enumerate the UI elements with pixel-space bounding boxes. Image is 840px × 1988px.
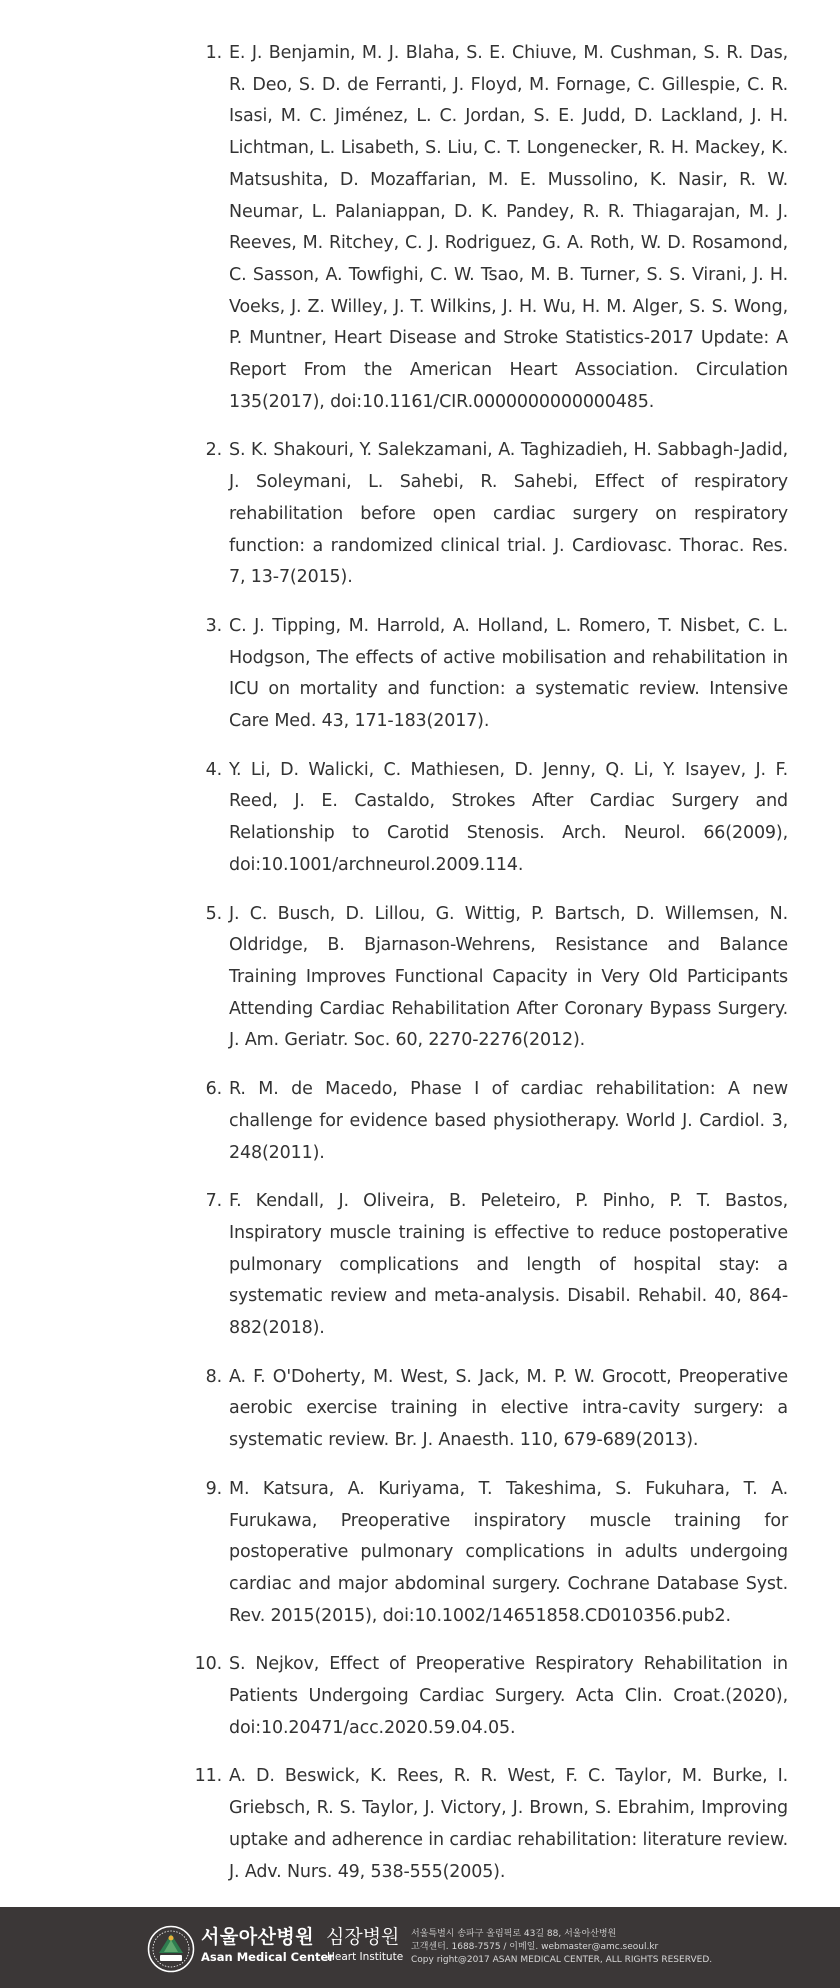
reference-item (0, 435, 840, 594)
reference-text: J. C. Busch, D. Lillou, G. Wittig, P. Bartsch, D. Willemsen, N. Oldridge, B. Bjarnason-Wehrens, Resistance and Balance Training Improves Functional Capacity in Very Old Participants Attending Cardiac Rehabilitation After Coronary Bypass Surgery. J. Am. Geriatr. Soc. 60, 2270-2276(2012). (229, 903, 788, 1051)
reference-number: 2. (205, 440, 222, 461)
reference-number: 11. (194, 1766, 222, 1787)
reference-item (0, 1474, 840, 1633)
brand-korean-name: 서울아산병원 (201, 1926, 315, 1948)
site-footer (0, 1907, 840, 1988)
reference-text: S. K. Shakouri, Y. Salekzamani, A. Taghizadieh, H. Sabbagh-Jadid, J. Soleymani, L. Sahebi, R. Sahebi, Effect of respiratory rehabilitation before open cardiac surgery on respiratory function: a randomized clinical trial. J. Cardiovasc. Thorac. Res. 7, 13-7(2015). (229, 440, 788, 588)
reference-text: E. J. Benjamin, M. J. Blaha, S. E. Chiuve, M. Cushman, S. R. Das, R. Deo, S. D. de Ferranti, J. Floyd, M. Fornage, C. Gillespie, C. R. Isasi, M. C. Jiménez, L. C. Jordan, S. E. Judd, D. Lackland, J. H. Lichtman, L. Lisabeth, S. Liu, C. T. Longenecker, R. H. Mackey, K. Matsushita, D. Mozaffarian, M. E. Mussolino, K. Nasir, R. W. Neumar, L. Palaniappan, D. K. Pandey, R. R. Thiagarajan, M. J. Reeves, M. Ritchey, C. J. Rodriguez, G. A. Roth, W. D. Rosamond, C. Sasson, A. Towfighi, C. W. Tsao, M. B. Turner, S. S. Virani, J. H. Voeks, J. Z. Willey, J. T. Wilkins, J. H. Wu, H. M. Alger, S. S. Wong, P. Muntner, Heart Disease and Stroke Statistics-2017 Update: A Report From the American Heart Association. Circulation 135(2017), doi:10.1161/CIR.0000000000000485. (229, 43, 788, 412)
reference-list (0, 38, 840, 1905)
brand-english-name: Asan Medical Center (201, 1950, 335, 1964)
reference-item (0, 1362, 840, 1457)
footer-contact-block (411, 1928, 712, 1967)
footer-copyright: Copy right@2017 ASAN MEDICAL CENTER, ALL RIGHTS RESERVED. (411, 1955, 713, 1965)
reference-item (0, 611, 840, 738)
institute-english-name: Heart Institute (327, 1951, 404, 1963)
reference-item (0, 1074, 840, 1169)
reference-item (0, 1649, 840, 1744)
reference-text: M. Katsura, A. Kuriyama, T. Takeshima, S. Fukuhara, T. A. Furukawa, Preoperative inspiratory muscle training for postoperative pulmonary complications in adults undergoing cardiac and major abdominal surgery. Cochrane Database Syst. Rev. 2015(2015), doi:10.1002/14651858.CD010356.pub2. (229, 1478, 788, 1626)
reference-number: 10. (194, 1654, 222, 1675)
reference-number: 6. (205, 1079, 222, 1100)
footer-address: 서울특별시 송파구 올림픽로 43길 88, 서울아산병원 (411, 1929, 617, 1939)
reference-number: 3. (205, 615, 222, 636)
reference-item (0, 38, 840, 418)
reference-text: R. M. de Macedo, Phase I of cardiac rehabilitation: A new challenge for evidence based physiotherapy. World J. Cardiol. 3, 248(2011). (229, 1079, 788, 1163)
reference-text: F. Kendall, J. Oliveira, B. Peleteiro, P. Pinho, P. T. Bastos, Inspiratory muscle training is effective to reduce postoperative pulmonary complications and length of hospital stay: a systematic review and meta-analysis. Disabil. Rehabil. 40, 864-882(2018). (229, 1191, 788, 1339)
footer-contact-info: 고객센터. 1688-7575 / 이메일. webmaster@amc.seoul.kr (411, 1942, 659, 1952)
institute-korean-name: 심장병원 (326, 1926, 400, 1948)
asan-medical-center-seal-icon (147, 1925, 195, 1973)
reference-number: 8. (205, 1366, 222, 1387)
reference-number: 4. (205, 759, 222, 780)
reference-text: Y. Li, D. Walicki, C. Mathiesen, D. Jenny, Q. Li, Y. Isayev, J. F. Reed, J. E. Castaldo, Strokes After Cardiac Surgery and Relationship to Carotid Stenosis. Arch. Neurol. 66(2009), doi:10.1001/archneurol.2009.114. (229, 759, 788, 875)
reference-text: A. D. Beswick, K. Rees, R. R. West, F. C. Taylor, M. Burke, I. Griebsch, R. S. Taylor, J. Victory, J. Brown, S. Ebrahim, Improving uptake and adherence in cardiac rehabilitation: literature review. J. Adv. Nurs. 49, 538-555(2005). (229, 1766, 788, 1882)
reference-text: A. F. O'Doherty, M. West, S. Jack, M. P. W. Grocott, Preoperative aerobic exercise training in elective intra-cavity surgery: a systematic review. Br. J. Anaesth. 110, 679-689(2013). (229, 1366, 788, 1451)
reference-item (0, 899, 840, 1058)
reference-number: 7. (205, 1191, 222, 1212)
reference-text: S. Nejkov, Effect of Preoperative Respiratory Rehabilitation in Patients Undergoing Cardiac Surgery. Acta Clin. Croat.(2020), doi:10.20471/acc.2020.59.04.05. (229, 1654, 788, 1738)
reference-item (0, 755, 840, 882)
reference-number: 9. (205, 1478, 222, 1499)
reference-item (0, 1186, 840, 1345)
reference-item (0, 1761, 840, 1888)
reference-number: 5. (205, 903, 222, 924)
reference-number: 1. (205, 43, 222, 63)
reference-text: C. J. Tipping, M. Harrold, A. Holland, L. Romero, T. Nisbet, C. L. Hodgson, The effects of active mobilisation and rehabilitation in ICU on mortality and function: a systematic review. Intensive Care Med. 43, 171-183(2017). (229, 615, 788, 732)
